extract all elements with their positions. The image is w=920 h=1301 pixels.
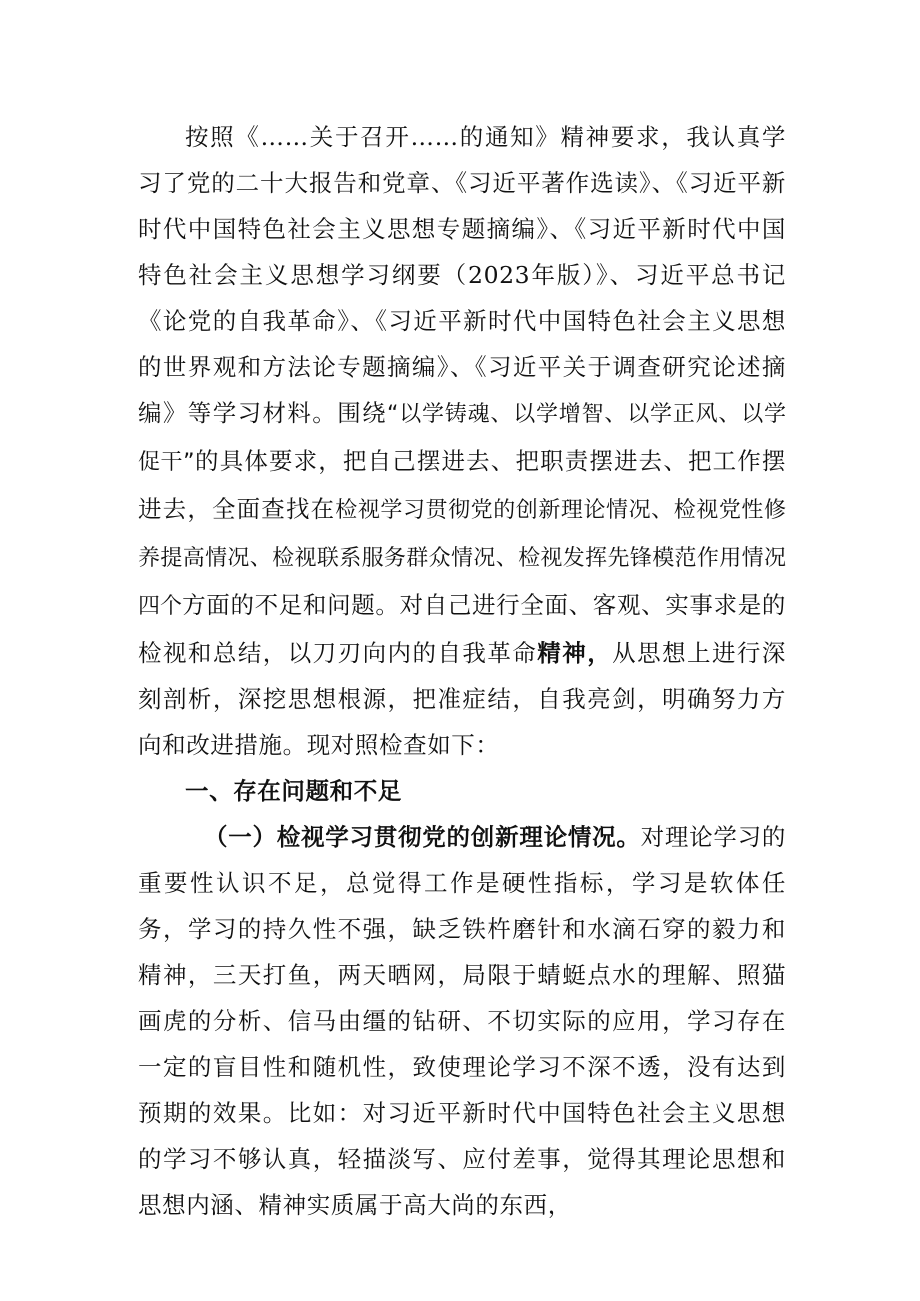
intro-spirit: 精神， xyxy=(537,639,613,667)
intro-text-4: 从思想上进行深刻剖析，深挖思想根源，把准症结，自我亮剑，明确努力方向和改进措施。现对照检查如下： xyxy=(138,639,786,759)
subsection-paragraph-1 xyxy=(138,814,786,1228)
intro-text-1: 按照《……关于召开……的通知》精神要求，我认真学习了党的二十大报告和党章、《习近平著作选读》、《习近平新时代中国特色社会主义思想专题摘编》、《习近平新时代中国特色社会主义思想学习纲要（2023年版）》、习近平总书记《论党的自我革命》、《习近平新时代中国特色社会主义思想的世界观和方法论专题摘编》、《习近平关于调查研究论述摘编》等学习材料。围绕 xyxy=(138,123,786,427)
intro-focus-areas: 检视学习贯彻党的创新理论情况、检视党性修养提高情况、检视联系服务群众情况、检视发挥先锋模范作用情况四个 xyxy=(138,498,786,619)
intro-quote: “以学铸魂、以学增智、以学正风、以学促干” xyxy=(138,402,786,475)
document-body xyxy=(138,114,786,1228)
section-heading-1: 一、存在问题和不足 xyxy=(185,777,402,805)
subsection-body-1: 对理论学习的重要性认识不足，总觉得工作是硬性指标，学习是软体任务，学习的持久性不强，缺乏铁杵磨针和水滴石穿的毅力和精神，三天打鱼，两天晒网，局限于蜻蜓点水的理解、照猫画虎的分析、信马由缰的钻研、不切实际的应用，学习存在一定的盲目性和随机性，致使理论学习不深不透，没有达到预期的效果。比如：对习近平新时代中国特色社会主义思想的学习不够认真，轻描淡写、应付差事，觉得其理论思想和思想内涵、精神实质属于高大尚的东西， xyxy=(138,823,786,1219)
intro-text-2: 的具体要求，把自己摆进去、把职责摆进去、把工作摆进去，全面查找在 xyxy=(138,447,786,523)
intro-text-3: 方面的不足和问题。对自己进行全面、客观、实事求是的检视和总结，以刀刃向内的自我革命 xyxy=(138,591,786,667)
intro-paragraph xyxy=(138,114,786,768)
subsection-title-1: （一）检视学习贯彻党的创新理论情况。 xyxy=(204,823,641,851)
